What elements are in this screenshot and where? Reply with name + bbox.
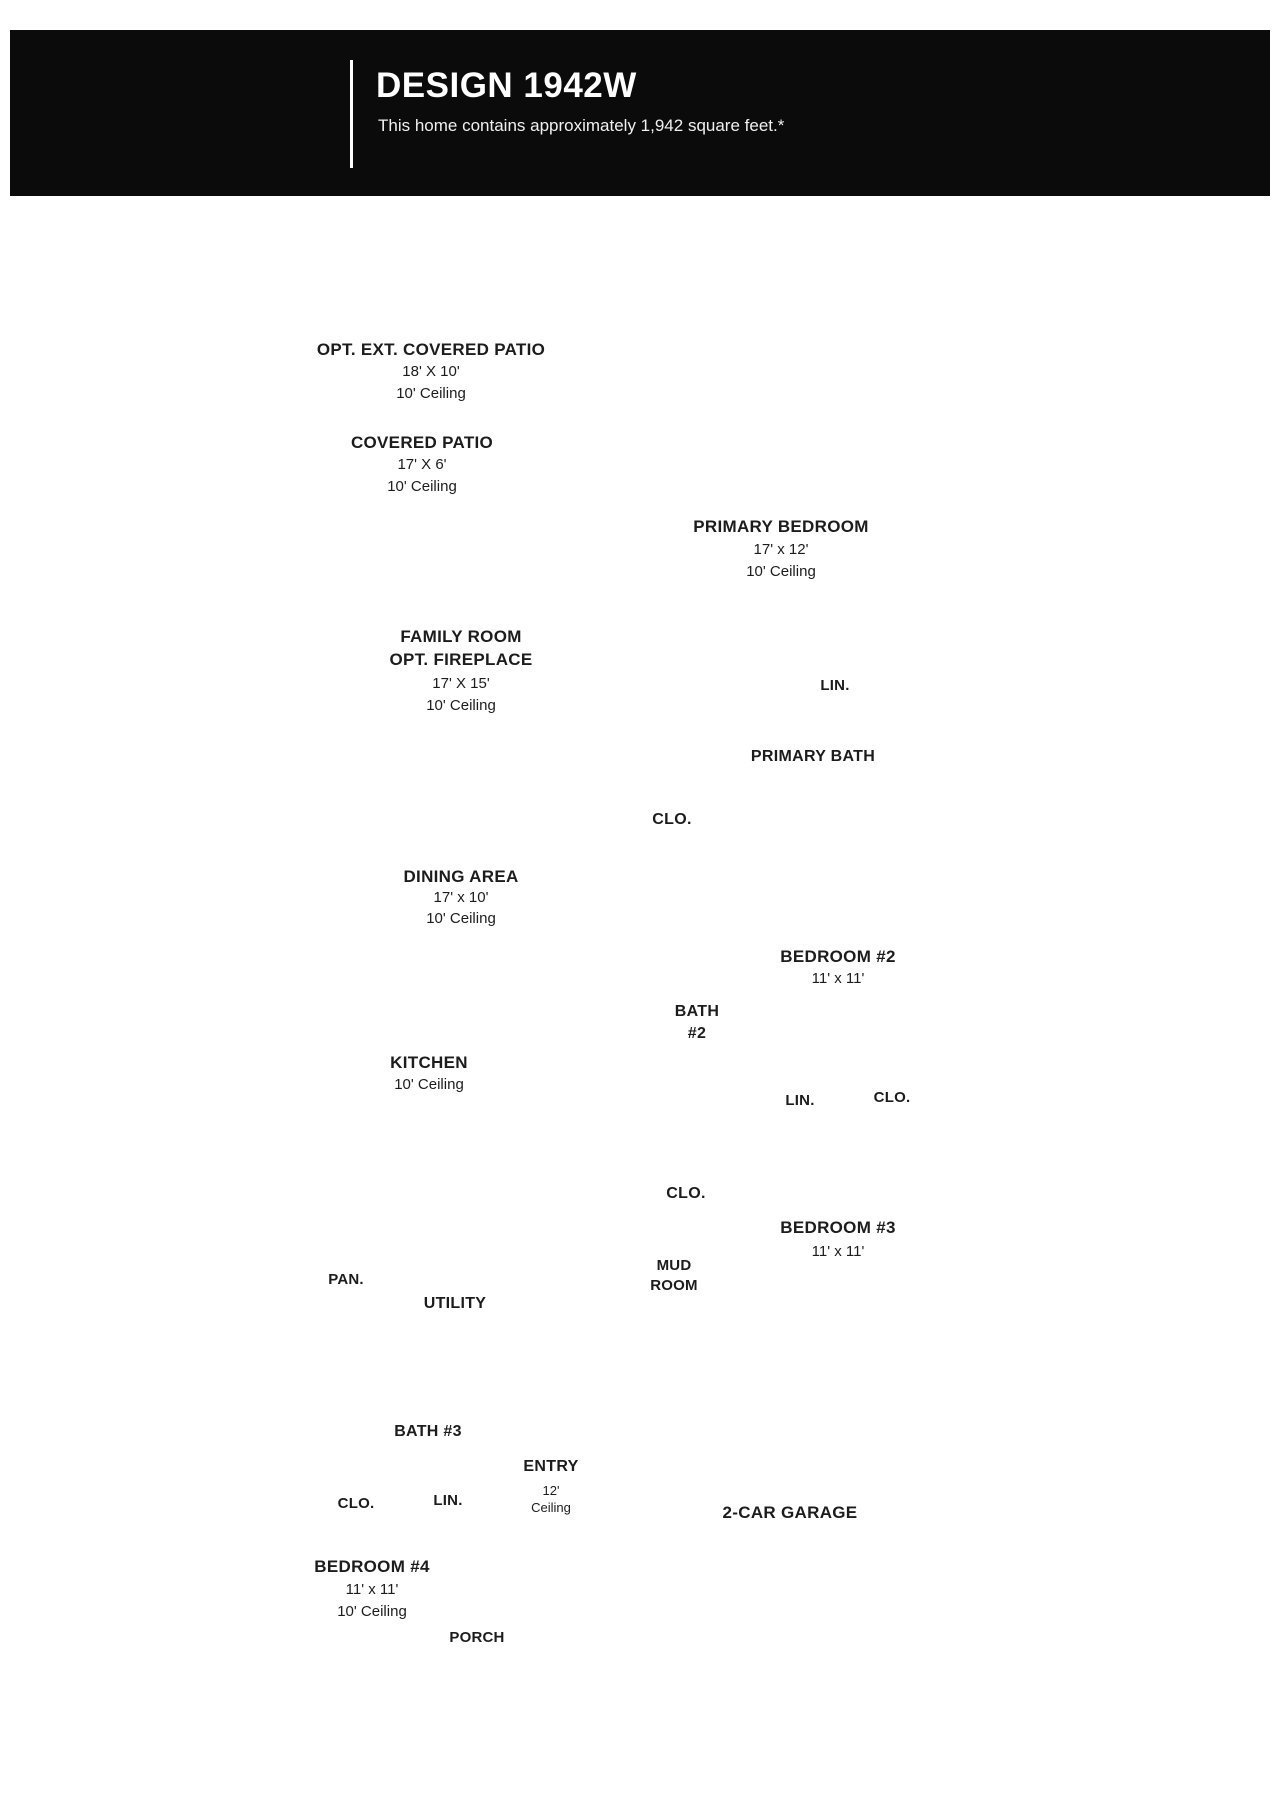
page-title: DESIGN 1942W (376, 66, 637, 105)
room-label-primary-linen: LIN. (820, 677, 850, 694)
room-label-mud-room: MUD (656, 1257, 692, 1274)
room-dims-bedroom4: 11' x 11' (345, 1581, 399, 1598)
room-ceiling-opt-ext-patio: 10' Ceiling (396, 385, 466, 402)
room-label-covered-patio: COVERED PATIO (350, 433, 494, 452)
room-label-primary-closet: CLO. (652, 811, 692, 828)
room-ceiling-family-room: 10' Ceiling (426, 697, 496, 714)
room-ceiling-primary-bedroom: 10' Ceiling (746, 563, 816, 580)
room-label-hall-linen: LIN. (785, 1092, 815, 1109)
room-dims-primary-bedroom: 17' x 12' (753, 541, 809, 558)
room-label-bedroom4-linen: LIN. (433, 1492, 463, 1509)
room-label-bedroom3-closet: CLO. (666, 1185, 706, 1202)
room-dims-bedroom2: 11' x 11' (811, 970, 865, 987)
room-label-family-room: FAMILY ROOM (400, 627, 522, 646)
room-label-opt-ext-patio: OPT. EXT. COVERED PATIO (316, 340, 546, 359)
room-label-pantry: PAN. (328, 1271, 364, 1288)
room-label-utility: UTILITY (423, 1295, 487, 1312)
room-label-bedroom4-closet: CLO. (337, 1495, 375, 1512)
room-ceiling-covered-patio: 10' Ceiling (387, 478, 457, 495)
room-label-bath2-num: #2 (687, 1025, 707, 1042)
room-label-bedroom4: BEDROOM #4 (314, 1557, 430, 1576)
room-label-bath3: BATH #3 (394, 1423, 462, 1440)
room-label-hall-closet: CLO. (873, 1089, 911, 1106)
room-label-bedroom3: BEDROOM #3 (780, 1218, 896, 1237)
page-subtitle: This home contains approximately 1,942 square feet.* (378, 116, 785, 135)
room-label-primary-bedroom: PRIMARY BEDROOM (693, 517, 869, 536)
room-label-bedroom2: BEDROOM #2 (780, 947, 896, 966)
room-dims-dining-area: 17' x 10' (433, 889, 489, 906)
room-label-primary-bath: PRIMARY BATH (750, 748, 876, 765)
room-label-garage: 2-CAR GARAGE (722, 1503, 858, 1522)
room-label-bath2: BATH (674, 1003, 720, 1020)
room-label-entry: ENTRY (523, 1458, 579, 1475)
room-label-mud-room2: ROOM (650, 1277, 698, 1294)
room-dims-covered-patio: 17' X 6' (397, 456, 447, 473)
room-label-kitchen: KITCHEN (390, 1053, 468, 1072)
room-ceiling-bedroom4: 10' Ceiling (337, 1603, 407, 1620)
room-dims-family-room: 17' X 15' (432, 675, 490, 692)
room-dims-opt-ext-patio: 18' X 10' (402, 363, 460, 380)
room-label-porch: PORCH (445, 1630, 508, 1646)
room-ceiling-entry: Ceiling (531, 1500, 571, 1515)
room-dims-bedroom3: 11' x 11' (811, 1243, 865, 1260)
room-ceiling-kitchen: 10' Ceiling (394, 1076, 464, 1093)
room-dims-entry: 12' (542, 1483, 560, 1498)
room-label-dining-area: DINING AREA (403, 867, 519, 886)
room-ceiling-dining-area: 10' Ceiling (426, 910, 496, 927)
room-label-family-room-opt: OPT. FIREPLACE (389, 650, 533, 669)
